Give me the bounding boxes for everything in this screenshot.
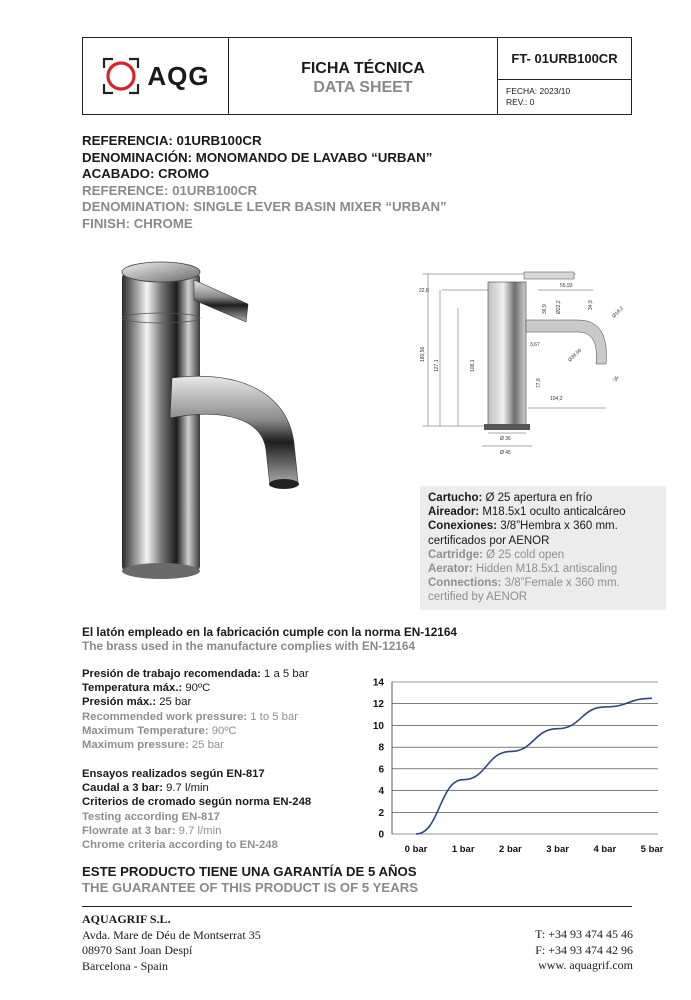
max-temp-es: Temperatura máx.: 90ºC xyxy=(82,682,211,695)
dim-label: 108,1 xyxy=(470,359,476,372)
work-pressure-en: Recommended work pressure: 1 to 5 bar xyxy=(82,710,298,723)
max-temp-en: Maximum Temperature: 90ºC xyxy=(82,724,237,737)
denomination-es: DENOMINACIÓN: MONOMANDO DE LAVABO “URBAN” xyxy=(82,149,433,165)
dim-label: 77,8 xyxy=(536,378,542,388)
finish-en: FINISH: CHROME xyxy=(82,215,193,231)
guarantee-es: ESTE PRODUCTO TIENE UNA GARANTÍA DE 5 AÑOS xyxy=(82,864,417,879)
y-tick-label: 0 xyxy=(378,829,384,841)
pressure-block xyxy=(82,667,309,752)
address-line: Barcelona - Spain xyxy=(82,958,168,973)
dim-label: Ø22,2 xyxy=(556,300,562,314)
dim-label: 36,9 xyxy=(542,304,548,314)
flowrate-en: Flowrate at 3 bar: 9.7 l/min xyxy=(82,824,222,837)
address-line: 08970 Sant Joan Despí xyxy=(82,943,193,957)
tests-es: Ensayos realizados según EN-817 xyxy=(82,768,265,780)
tests-en: Testing according EN-817 xyxy=(82,810,220,823)
doc-code-block xyxy=(498,38,631,114)
x-tick-label: 4 bar xyxy=(593,844,617,855)
logo-mark-icon xyxy=(101,56,141,96)
finish-es: ACABADO: CROMO xyxy=(82,166,210,181)
footer-divider xyxy=(82,906,632,907)
brand-logo xyxy=(83,38,229,114)
dim-label: Ø18,2 xyxy=(611,305,626,320)
max-pressure-en: Maximum pressure: 25 bar xyxy=(82,739,224,752)
spec-connections-en: Connections: 3/8”Female x 360 mm. xyxy=(428,577,620,590)
logo-text: AQG xyxy=(147,60,210,91)
footer-address xyxy=(82,912,261,974)
brass-es: El latón empleado en la fabricación cumple con la norma EN-12164 xyxy=(82,625,457,639)
guarantee-note xyxy=(82,864,418,896)
spec-connections-es: Conexiones: 3/8”Hembra x 360 mm. xyxy=(428,520,618,533)
max-pressure-es: Presión máx.: 25 bar xyxy=(82,696,192,709)
dim-label: 34,9 xyxy=(588,300,594,310)
technical-drawing xyxy=(418,268,658,458)
doc-meta xyxy=(498,80,631,108)
product-references xyxy=(82,133,447,232)
brass-en: The brass used in the manufacture complies with EN-12164 xyxy=(82,639,416,653)
dim-label: Ø38,56 xyxy=(567,347,584,364)
y-tick-label: 8 xyxy=(378,742,384,754)
y-tick-label: 10 xyxy=(372,720,384,732)
spec-cartridge-es: Cartucho: Ø 25 apertura en frío xyxy=(428,492,593,504)
series-line xyxy=(416,698,652,834)
y-tick-label: 12 xyxy=(372,699,384,711)
header-box xyxy=(82,37,632,115)
chrome-en: Chrome criteria according to EN-248 xyxy=(82,839,278,852)
x-tick-label: 5 bar xyxy=(640,844,664,855)
phone: T: +34 93 474 45 46 xyxy=(535,927,633,941)
y-tick-label: 6 xyxy=(378,764,384,776)
spec-aerator-en: Aerator: Hidden M18.5x1 antiscaling xyxy=(428,563,618,576)
faucet-image xyxy=(112,258,322,588)
doc-date: FECHA: 2023/10 xyxy=(506,86,571,96)
guarantee-en: THE GUARANTEE OF THIS PRODUCT IS OF 5 YEARS xyxy=(82,880,419,895)
spec-aerator-es: Aireador: M18.5x1 oculto anticalcáreo xyxy=(428,506,626,519)
dim-label: 180,56 xyxy=(420,346,426,362)
y-tick-label: 4 xyxy=(378,786,384,798)
x-tick-label: 2 bar xyxy=(499,844,522,855)
y-tick-label: 2 xyxy=(378,807,384,819)
website-link[interactable]: www. aquagrif.com xyxy=(538,958,633,972)
denomination-en: DENOMINATION: SINGLE LEVER BASIN MIXER “URBAN” xyxy=(82,199,447,214)
reference-en: REFERENCE: 01URB100CR xyxy=(82,182,258,198)
y-tick-label: 14 xyxy=(372,677,384,689)
doc-title xyxy=(229,38,498,114)
spec-connections-es-cont: certificados por AENOR xyxy=(428,534,550,547)
spec-cartridge-en: Cartridge: Ø 25 cold open xyxy=(428,548,565,561)
x-tick-label: 0 bar xyxy=(404,844,428,855)
doc-code: FT- 01URB100CR xyxy=(498,38,631,80)
dim-label: 127,1 xyxy=(434,359,440,372)
x-tick-label: 3 bar xyxy=(546,844,569,855)
dim-label: 3,67 xyxy=(530,342,540,348)
footer-contact xyxy=(535,927,633,974)
dim-label: Ø 36 xyxy=(500,436,511,442)
spec-connections-en-cont: certified by AENOR xyxy=(428,591,528,604)
dim-label: 104,2 xyxy=(550,396,563,402)
reference-es: REFERENCIA: 01URB100CR xyxy=(82,133,262,148)
flow-chart xyxy=(350,672,670,862)
flowrate-es: Caudal a 3 bar: 9.7 l/min xyxy=(82,782,209,795)
x-tick-label: 1 bar xyxy=(451,844,475,855)
dim-label: Ø 45 xyxy=(500,450,511,456)
title-es: FICHA TÉCNICA xyxy=(301,59,425,77)
title-en: DATA SHEET xyxy=(313,78,413,96)
dim-label: 35 xyxy=(612,375,621,383)
chrome-es: Criterios de cromado según norma EN-248 xyxy=(82,796,312,809)
work-pressure-es: Presión de trabajo recomendada: 1 a 5 bar xyxy=(82,668,309,680)
company-name: AQUAGRIF S.L. xyxy=(82,912,171,926)
spec-box xyxy=(420,486,666,610)
tests-block xyxy=(82,767,311,852)
address-line: Avda. Mare de Déu de Montserrat 35 xyxy=(82,927,261,942)
fax: F: +34 93 474 42 96 xyxy=(535,942,633,957)
brass-note xyxy=(82,625,457,653)
doc-rev: REV.: 0 xyxy=(506,97,535,107)
dim-label: 55,93 xyxy=(560,283,573,289)
dim-label: 22,8 xyxy=(419,288,429,294)
